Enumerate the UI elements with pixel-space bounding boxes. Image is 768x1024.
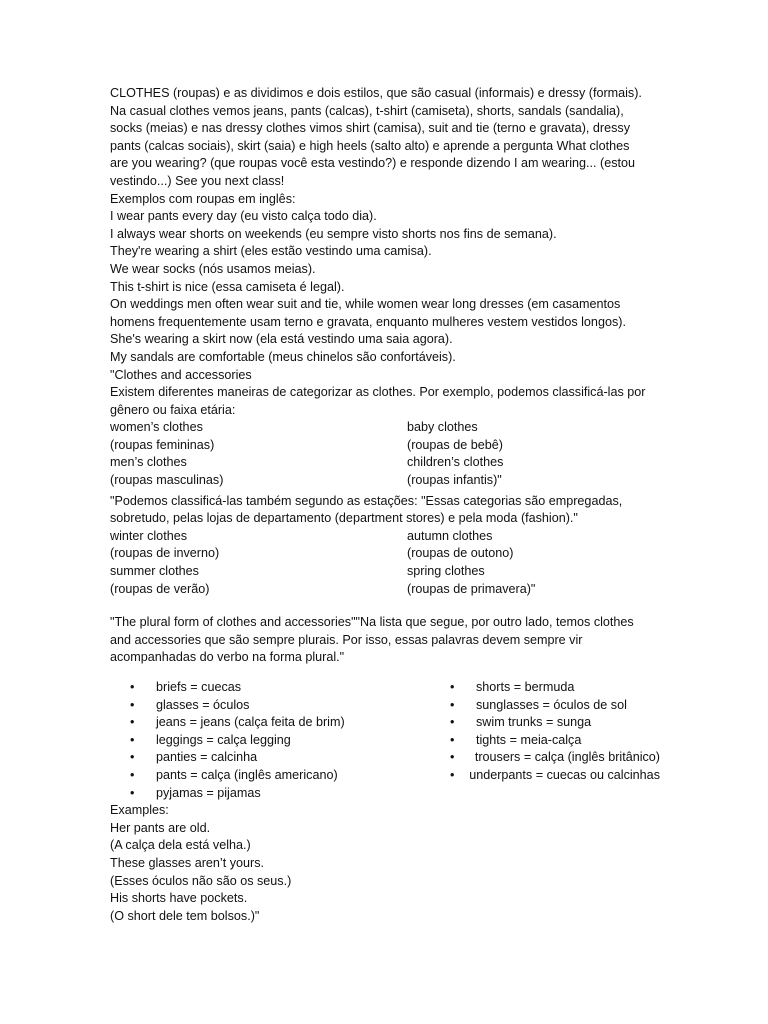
text-line: socks (meias) e nas dressy clothes vimos shirt (camisa), suit and tie (terno e gravata), dressy [110,121,631,136]
age-table-left-column [110,419,407,489]
bullet-icon: • [450,697,455,712]
list-item-text: shorts = bermuda [476,680,575,694]
text-line: gênero ou faixa etária: [110,402,236,417]
text-line: She's wearing a skirt now (ela está vestindo uma saia agora). [110,332,453,347]
text-line: and accessories que são sempre plurais. Por isso, essas palavras devem sempre vir [110,632,583,647]
table-cell: (roupas de primavera)" [407,581,536,596]
table-cell: winter clothes [110,528,187,543]
text-line: "Podemos classificá-las também segundo as estações: "Essas categorias são empregadas, [110,493,623,508]
age-table-right-column [407,419,660,489]
table-cell: men’s clothes [110,455,187,470]
text-line: vestindo...) See you next class! [110,173,285,188]
bullet-icon: • [130,732,135,747]
text-line: Na casual clothes vemos jeans, pants (calcas), t-shirt (camiseta), shorts, sandals (sandalia), [110,103,624,118]
list-item-text: sunglasses = óculos de sol [476,697,627,712]
text-line: His shorts have pockets. [110,891,248,906]
bullet-icon: • [130,715,135,730]
bullet-icon: • [450,750,455,765]
text-line: They're wearing a shirt (eles estão vestindo uma camisa). [110,244,432,259]
list-item [110,767,430,785]
examples-heading: Examples: [110,803,169,818]
age-category-table [110,419,660,489]
text-line: I always wear shorts on weekends (eu sempre visto shorts nos fins de semana). [110,226,557,241]
bullet-icon: • [130,750,135,765]
season-table-left-column [110,528,407,598]
list-item-text: swim trunks = sunga [476,715,592,730]
bullet-icon: • [450,767,455,782]
text-line: My sandals are comfortable (meus chinelos são confortáveis). [110,349,456,364]
list-item [110,785,430,803]
table-cell: (roupas masculinas) [110,473,224,488]
text-line: Existem diferentes maneiras de categorizar as clothes. Por exemplo, podemos classificá-las por [110,385,646,400]
table-cell: (roupas femininas) [110,437,215,452]
text-line: (O short dele tem bolsos.)" [110,908,260,923]
text-line: sobretudo, pelas lojas de departamento (department stores) e pela moda (fashion)." [110,511,578,526]
bullet-icon: • [450,732,455,747]
text-line: (Esses óculos não são os seus.) [110,873,292,888]
season-intro-paragraph [110,493,660,528]
list-item [430,714,660,732]
list-item-text: trousers = calça (inglês britânico) [474,750,660,765]
season-table-right-column [407,528,660,598]
text-line: Exemplos com roupas em inglês: [110,191,296,206]
table-cell: (roupas de verão) [110,581,210,596]
text-line: acompanhadas do verbo na forma plural." [110,650,345,665]
bullet-icon: • [130,680,135,694]
text-line: homens frequentemente usam terno e gravata, enquanto mulheres vestem vestidos longos). [110,314,626,329]
text-line: We wear socks (nós usamos meias). [110,261,316,276]
plural-list-right-column [430,679,660,802]
table-cell: spring clothes [407,564,485,579]
list-item [430,749,660,767]
list-item-text: pants = calça (inglês americano) [156,767,338,782]
bullet-icon: • [450,715,455,730]
document-body [110,85,660,925]
list-item [430,732,660,750]
text-line: are you wearing? (que roupas você esta vestindo?) e responde dizendo I am wearing... (estou [110,156,636,171]
table-cell: (roupas de bebê) [407,437,503,452]
list-item [430,767,660,785]
list-item-text: panties = calcinha [156,750,258,765]
text-line: This t-shirt is nice (essa camiseta é legal). [110,279,345,294]
bullet-icon: • [130,767,135,782]
table-cell: summer clothes [110,564,199,579]
text-line: (A calça dela está velha.) [110,838,251,853]
text-line: "Clothes and accessories [110,367,252,382]
list-item-text: underpants = cuecas ou calcinhas [469,767,660,782]
plural-intro-paragraph [110,614,660,667]
list-item-text: pyjamas = pijamas [156,785,261,800]
text-line: "The plural form of clothes and accessories""Na lista que segue, por outro lado, temos clothes [110,615,634,630]
list-item-text: leggings = calça legging [156,732,291,747]
bullet-icon: • [130,697,135,712]
list-item [110,714,430,732]
bullet-icon: • [130,785,135,800]
list-item [430,697,660,715]
list-item [110,697,430,715]
intro-paragraph [110,85,660,419]
list-item-text: briefs = cuecas [156,680,242,694]
table-cell: women’s clothes [110,420,203,435]
bullet-icon: • [450,680,455,694]
text-line: Her pants are old. [110,820,211,835]
text-line: I wear pants every day (eu visto calça todo dia). [110,209,377,224]
list-item [110,732,430,750]
text-line: On weddings men often wear suit and tie, while women wear long dresses (em casamentos [110,297,621,312]
list-item [430,679,660,697]
list-item-text: glasses = óculos [156,697,250,712]
list-item-text: jeans = jeans (calça feita de brim) [156,715,345,730]
list-item-text: tights = meia-calça [476,732,582,747]
plural-list-left-column [110,679,430,802]
table-cell: (roupas de outono) [407,546,514,561]
table-cell: (roupas infantis)" [407,473,502,488]
list-item [110,749,430,767]
plural-word-list [110,679,660,802]
text-line: These glasses aren’t yours. [110,855,264,870]
season-category-table [110,528,660,598]
table-cell: autumn clothes [407,528,493,543]
text-line: pants (calcas sociais), skirt (saia) e high heels (salto alto) e aprende a pergunta What clothes [110,138,630,153]
table-cell: children’s clothes [407,455,504,470]
list-item [110,679,430,697]
table-cell: (roupas de inverno) [110,546,220,561]
examples-section [110,802,660,925]
text-line: CLOTHES (roupas) e as dividimos e dois estilos, que são casual (informais) e dressy (formais). [110,86,642,100]
table-cell: baby clothes [407,420,478,435]
